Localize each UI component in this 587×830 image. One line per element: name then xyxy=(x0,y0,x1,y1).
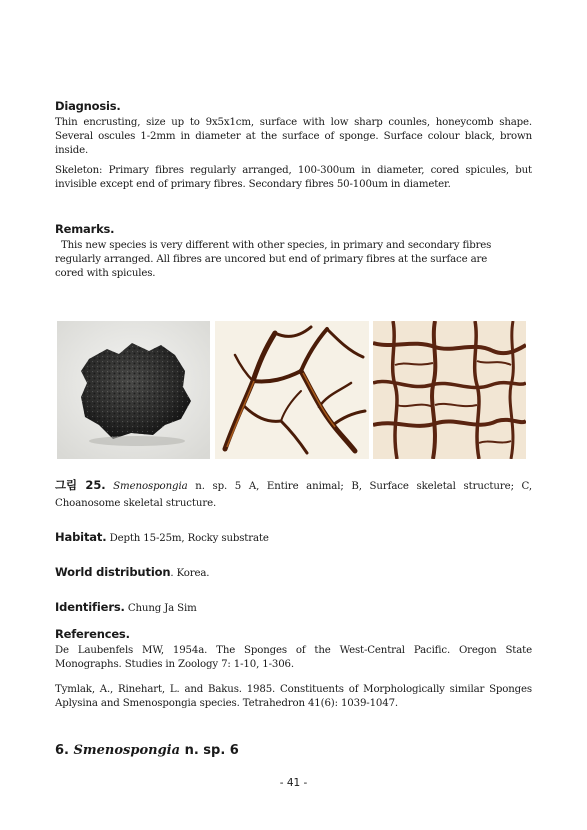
photo-surface-skeleton xyxy=(215,321,369,459)
distribution-label: World distribution xyxy=(55,565,171,579)
reference-item: De Laubenfels MW, 1954a. The Sponges of the West-Central Pacific. Oregon State Monographs. Studies in Zoology 7: 1-10, 1-306. xyxy=(55,645,532,670)
figure-caption xyxy=(55,477,532,512)
diagnosis-paragraph: Thin encrusting, size up to 9x5x1cm, surface with low sharp counles, honeycomb shape. Several oscules 1-2mm in diameter at the surface of sponge. Surface colour black, brown inside. xyxy=(55,117,532,156)
remarks-paragraph: This new species is very different with other species, in primary and secondary fibres regularly arranged. All fibres are uncored but end of primary fibres at the surface are cored with spicules. xyxy=(55,240,492,279)
reference-item: Tymlak, A., Rinehart, L. and Bakus. 1985. Constituents of Morphologically similar Sponges Aplysina and Smenospongia species. Tetrahedron 41(6): 1039-1047. xyxy=(55,684,532,709)
skeleton-paragraph: Skeleton: Primary fibres regularly arranged, 100-300um in diameter, cored spicules, but invisible except end of primary fibres. Secondary fibres 50-100um in diameter. xyxy=(55,165,532,190)
figure-label: 그림 25. xyxy=(55,478,106,492)
figure-genus: Smenospongia xyxy=(113,481,188,492)
section-title-rest: n. sp. 6 xyxy=(184,743,239,758)
distribution-text: . Korea. xyxy=(170,568,210,579)
references-heading: References. xyxy=(55,627,130,641)
next-section-heading xyxy=(55,743,532,758)
habitat-line xyxy=(55,530,532,546)
remarks-heading: Remarks. xyxy=(55,222,115,236)
identifiers-text: Chung Ja Sim xyxy=(127,603,197,614)
choanosome-skeleton-image xyxy=(373,321,526,459)
diagnosis-heading: Diagnosis. xyxy=(55,99,121,113)
photo-entire-animal xyxy=(57,321,210,459)
habitat-label: Habitat. xyxy=(55,530,107,544)
distribution-line xyxy=(55,565,532,581)
page-number: - 41 - xyxy=(279,777,308,789)
photo-choanosome-skeleton xyxy=(373,321,526,459)
identifiers-label: Identifiers. xyxy=(55,600,125,614)
sponge-image xyxy=(57,321,210,459)
surface-skeleton-image xyxy=(215,321,369,459)
identifiers-line xyxy=(55,600,532,616)
habitat-text: Depth 15-25m, Rocky substrate xyxy=(109,533,269,544)
figure-photos xyxy=(57,321,526,459)
section-number: 6. xyxy=(55,743,69,758)
section-genus: Smenospongia xyxy=(73,743,181,758)
figure-caption-text: n. sp. 5 A, Entire animal; B, Surface skeletal structure; C, Choanosome skeletal structure. xyxy=(55,481,532,509)
